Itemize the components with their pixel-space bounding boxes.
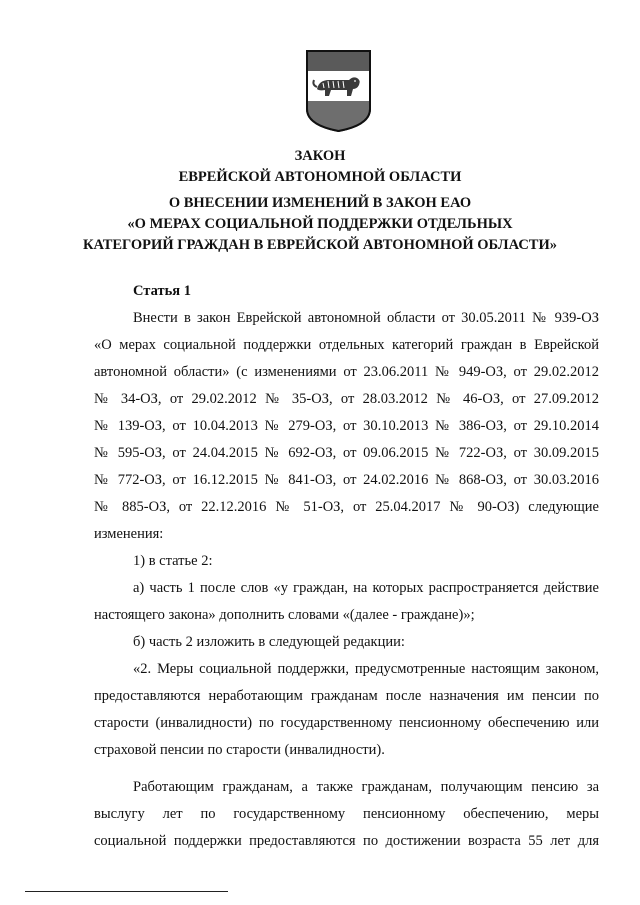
article-line: предоставляются неработающим гражданам после назначения им пенсии по	[94, 688, 599, 704]
article-line: № 595-ОЗ, от 24.04.2015 № 692-ОЗ, от 09.06.2015 № 722-ОЗ, от 30.09.2015	[94, 445, 599, 461]
article-line: выслугу лет по государственному пенсионному обеспечению, меры	[94, 806, 599, 822]
law-subject-line: «О МЕРАХ СОЦИАЛЬНОЙ ПОДДЕРЖКИ ОТДЕЛЬНЫХ	[127, 216, 513, 232]
law-title	[0, 146, 640, 188]
article-line: а) часть 1 после слов «у граждан, на которых распространяется действие	[133, 580, 599, 596]
article-line: б) часть 2 изложить в следующей редакции:	[133, 634, 405, 650]
article-line: Работающим гражданам, а также гражданам, получающим пенсию за	[133, 779, 599, 795]
article-line: «О мерах социальной поддержки отдельных категорий граждан в Еврейской	[94, 337, 599, 353]
article-line: № 34-ОЗ, от 29.02.2012 № 35-ОЗ, от 28.03.2012 № 46-ОЗ, от 27.09.2012	[94, 391, 599, 407]
law-subject	[0, 193, 640, 256]
article-line: «2. Меры социальной поддержки, предусмотренные настоящим законом,	[133, 661, 599, 677]
footnote-separator	[25, 891, 228, 892]
article-heading: Статья 1	[133, 283, 191, 299]
law-title-line: ЕВРЕЙСКОЙ АВТОНОМНОЙ ОБЛАСТИ	[178, 169, 462, 185]
article-line: страховой пенсии по старости (инвалидности).	[94, 742, 385, 758]
article-line: № 139-ОЗ, от 10.04.2013 № 279-ОЗ, от 30.10.2013 № 386-ОЗ, от 29.10.2014	[94, 418, 599, 434]
article-line: настоящего закона» дополнить словами «(далее - граждане)»;	[94, 607, 475, 623]
article-line: автономной области» (с изменениями от 23.06.2011 № 949-ОЗ, от 29.02.2012	[94, 364, 599, 380]
article-line: № 885-ОЗ, от 22.12.2016 № 51-ОЗ, от 25.04.2017 № 90-ОЗ) следующие	[94, 499, 599, 515]
coat-of-arms-emblem	[305, 49, 372, 133]
article-line: 1) в статье 2:	[133, 553, 213, 569]
article-line: старости (инвалидности) по государственному пенсионному обеспечению или	[94, 715, 599, 731]
article-line: изменения:	[94, 526, 164, 542]
law-subject-line: О ВНЕСЕНИИ ИЗМЕНЕНИЙ В ЗАКОН ЕАО	[168, 195, 472, 211]
law-title-line: ЗАКОН	[294, 148, 346, 164]
article-line: социальной поддержки предоставляются по достижении возраста 55 лет для	[94, 833, 599, 849]
law-subject-line: КАТЕГОРИЙ ГРАЖДАН В ЕВРЕЙСКОЙ АВТОНОМНОЙ ОБЛАСТИ»	[82, 237, 558, 253]
article-line: Внести в закон Еврейской автономной области от 30.05.2011 № 939-ОЗ	[133, 310, 599, 326]
article-line: № 772-ОЗ, от 16.12.2015 № 841-ОЗ, от 24.02.2016 № 868-ОЗ, от 30.03.2016	[94, 472, 599, 488]
